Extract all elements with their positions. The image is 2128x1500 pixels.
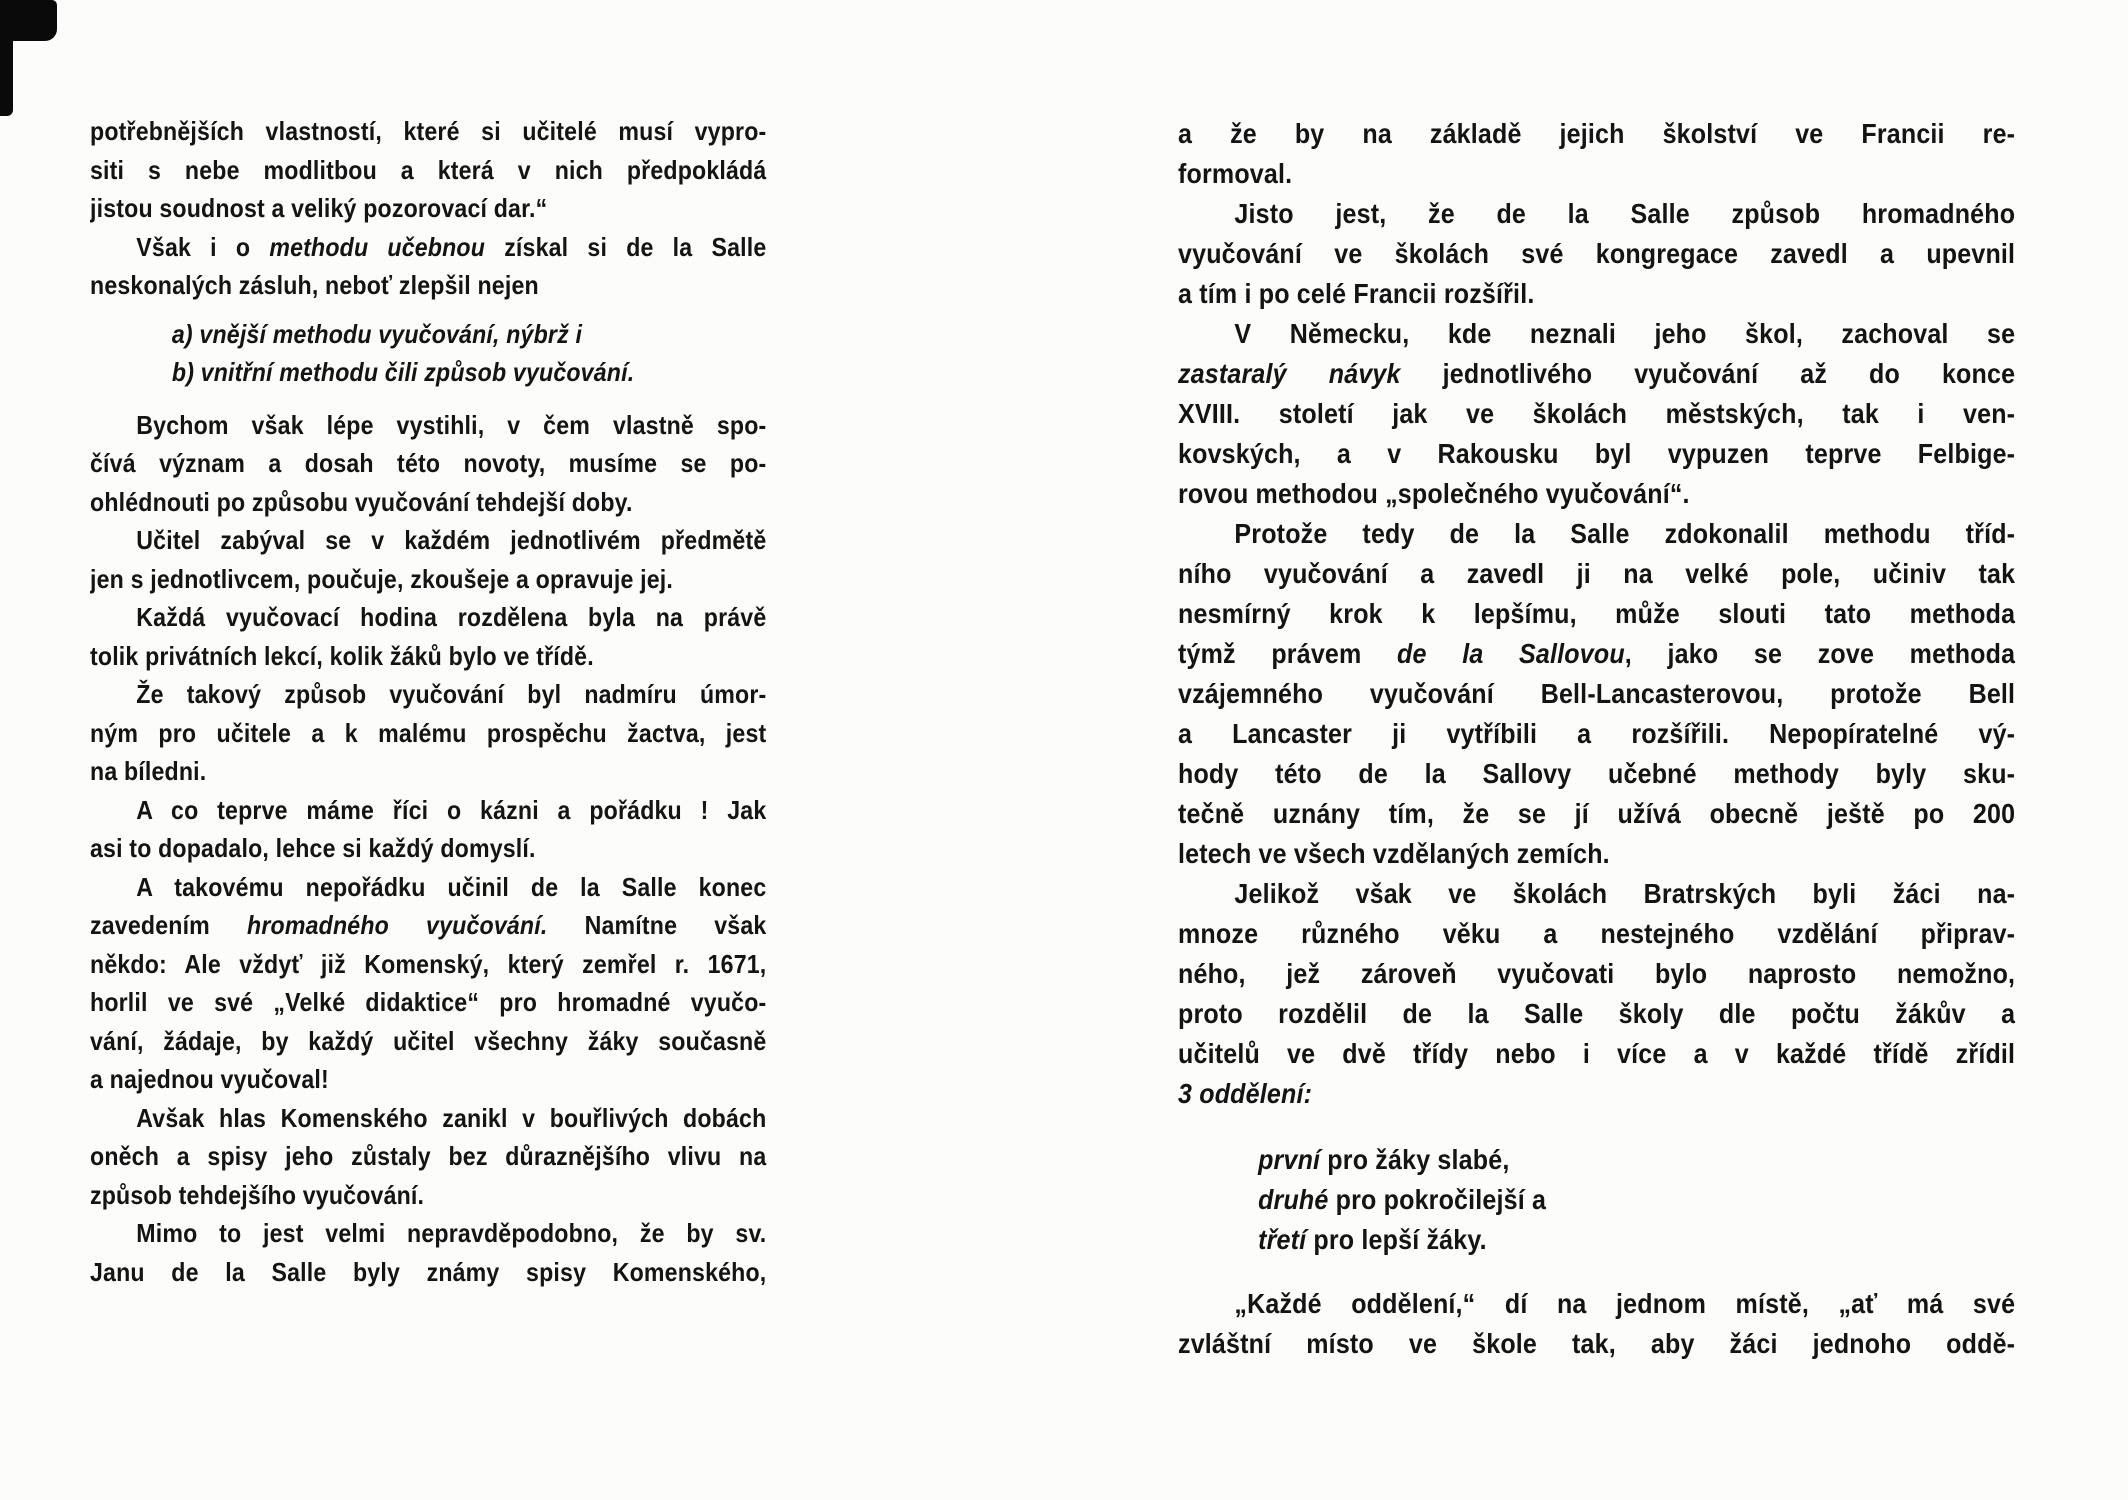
text-run: Že takový způsob vyučování byl nadmíru úmor- bbox=[136, 679, 767, 709]
text-line bbox=[90, 1137, 766, 1176]
text-line bbox=[90, 560, 766, 599]
text-run: získal si de la Salle bbox=[485, 231, 767, 262]
text-run: asi to dopadalo, lehce si každý domyslí. bbox=[90, 833, 536, 863]
italic-text-run: první bbox=[1258, 1144, 1321, 1175]
text-run: Janu de la Salle byly známy spisy Komenského, bbox=[90, 1256, 767, 1287]
text-line bbox=[90, 752, 766, 791]
body-paragraph bbox=[1178, 874, 2015, 1114]
text-run: mnoze různého věku a nestejného vzdělání připrav- bbox=[1178, 918, 2016, 949]
italic-text-run: a) vnější methodu vyučování, nýbrž i bbox=[171, 318, 583, 349]
text-line bbox=[90, 791, 766, 830]
text-line bbox=[90, 1176, 766, 1215]
text-run: ohlédnouti po způsobu vyučování tehdejší doby. bbox=[90, 486, 633, 517]
text-line bbox=[90, 906, 766, 945]
text-run: XVIII. století jak ve školách městských, tak i ven- bbox=[1178, 398, 2016, 429]
text-run: jen s jednotlivcem, poučuje, zkoušeje a opravuje jej. bbox=[90, 563, 673, 594]
text-line bbox=[1178, 1140, 2015, 1180]
text-run: tolik privátních lekcí, kolik žáků bylo ve třídě. bbox=[90, 640, 594, 671]
text-line bbox=[1178, 154, 2015, 194]
text-run: Mimo to jest velmi nepravděpodobno, že by sv. bbox=[136, 1218, 767, 1248]
text-run: jednotlivého vyučování až do konce bbox=[1400, 358, 2016, 389]
right-page-column bbox=[1178, 114, 2015, 1364]
text-run: A takovému nepořádku učinil de la Salle konec bbox=[136, 871, 767, 902]
text-line bbox=[1178, 1034, 2015, 1074]
text-line bbox=[1178, 114, 2015, 154]
text-line bbox=[1178, 1220, 2015, 1260]
text-run: Bychom však lépe vystihli, v čem vlastně spo- bbox=[136, 409, 767, 440]
text-run: Jelikož však ve školách Bratrských byli žáci na- bbox=[1234, 878, 2016, 909]
body-paragraph bbox=[1178, 1284, 2015, 1364]
italic-text-run: druhé bbox=[1258, 1184, 1329, 1215]
text-run: Každá vyučovací hodina rozdělena byla na právě bbox=[136, 602, 767, 632]
text-run: neskonalých zásluh, neboť zlepšil nejen bbox=[90, 270, 539, 300]
text-run: Avšak hlas Komenského zanikl v bouřlivých dobách bbox=[136, 1102, 767, 1133]
text-run: a tím i po celé Francii rozšířil. bbox=[1178, 278, 1535, 309]
body-paragraph bbox=[90, 406, 766, 522]
text-run: Jisto jest, že de la Salle způsob hromadného bbox=[1234, 198, 2016, 229]
text-line bbox=[90, 868, 766, 907]
page-right bbox=[1178, 114, 2098, 1364]
text-run: siti s nebe modlitbou a která v nich předpokládá bbox=[90, 154, 767, 185]
text-line bbox=[90, 521, 766, 560]
text-run: formoval. bbox=[1178, 158, 1293, 189]
list-paragraph bbox=[90, 315, 766, 392]
text-line bbox=[1178, 634, 2015, 674]
text-run: hody této de la Sallovy učebné methody byly sku- bbox=[1178, 758, 2016, 789]
text-run: Namítne však bbox=[547, 910, 767, 940]
text-run: V Německu, kde neznali jeho škol, zachoval se bbox=[1234, 318, 2016, 349]
text-run: na bíledni. bbox=[90, 756, 207, 786]
text-line bbox=[1178, 914, 2015, 954]
text-run: týmž právem bbox=[1178, 638, 1398, 669]
list-paragraph bbox=[1178, 1140, 2015, 1260]
text-line bbox=[90, 1060, 766, 1099]
text-line bbox=[90, 266, 766, 305]
text-line bbox=[1178, 434, 2015, 474]
text-run: a najednou vyučoval! bbox=[90, 1064, 329, 1094]
italic-text-run: třetí bbox=[1258, 1224, 1307, 1255]
italic-text-run: de la Sallovou bbox=[1397, 638, 1625, 669]
text-run: pro lepší žáky. bbox=[1306, 1224, 1487, 1255]
body-paragraph bbox=[90, 521, 766, 598]
text-run: pro pokročilejší a bbox=[1328, 1184, 1547, 1215]
text-line bbox=[1178, 594, 2015, 634]
text-run: potřebnějších vlastností, které si učitelé musí vypro- bbox=[90, 116, 767, 146]
text-run: zvláštní místo ve škole tak, aby žáci jednoho oddě- bbox=[1178, 1328, 2016, 1359]
body-paragraph bbox=[1178, 194, 2015, 314]
text-run: ního vyučování a zavedl ji na velké pole, učiniv tak bbox=[1178, 558, 2016, 589]
italic-text-run: hromadného vyučování. bbox=[247, 910, 548, 940]
body-paragraph bbox=[90, 675, 766, 791]
italic-text-run: methodu učebnou bbox=[269, 231, 486, 262]
text-line bbox=[90, 945, 766, 984]
text-run: způsob tehdejšího vyučování. bbox=[90, 1179, 425, 1210]
italic-text-run: b) vnitřní methodu čili způsob vyučování. bbox=[171, 357, 635, 387]
text-line bbox=[90, 315, 766, 354]
text-line bbox=[1178, 1284, 2015, 1324]
text-line bbox=[90, 829, 766, 868]
text-line bbox=[90, 598, 766, 637]
body-paragraph bbox=[90, 868, 766, 1099]
body-paragraph bbox=[90, 228, 766, 305]
body-paragraph bbox=[90, 1099, 766, 1215]
page-left bbox=[90, 112, 850, 1291]
text-line bbox=[1178, 354, 2015, 394]
body-paragraph bbox=[90, 598, 766, 675]
text-run: a že by na základě jejich školství ve Francii re- bbox=[1178, 118, 2016, 149]
text-line bbox=[1178, 674, 2015, 714]
text-run: učitelů ve dvě třídy nebo i více a v každé třídě zřídil bbox=[1178, 1038, 2016, 1069]
text-run: vzájemného vyučování Bell-Lancasterovou, protože Bell bbox=[1178, 678, 2016, 709]
text-run: , jako se zove methoda bbox=[1624, 638, 2016, 669]
text-run: Protože tedy de la Salle zdokonalil methodu tříd- bbox=[1234, 518, 2016, 549]
text-run: A co teprve máme říci o kázni a pořádku ! Jak bbox=[136, 794, 767, 825]
text-line bbox=[1178, 1324, 2015, 1364]
text-line bbox=[90, 444, 766, 483]
text-line bbox=[1178, 554, 2015, 594]
text-line bbox=[1178, 314, 2015, 354]
text-run: Učitel zabýval se v každém jednotlivém předmětě bbox=[136, 525, 767, 555]
text-line bbox=[90, 1099, 766, 1138]
text-line bbox=[1178, 234, 2015, 274]
text-line bbox=[1178, 874, 2015, 914]
text-run: rovou methodou „společného vyučování“. bbox=[1178, 478, 1690, 509]
text-line bbox=[90, 675, 766, 714]
text-line bbox=[1178, 194, 2015, 234]
text-line bbox=[90, 483, 766, 522]
text-line bbox=[90, 228, 766, 267]
text-run: letech ve všech vzdělaných zemích. bbox=[1178, 838, 1610, 869]
text-line bbox=[1178, 274, 2015, 314]
text-line bbox=[90, 714, 766, 753]
text-line bbox=[1178, 394, 2015, 434]
text-line bbox=[90, 1022, 766, 1061]
text-line bbox=[90, 353, 766, 392]
scan-artifact-edge bbox=[0, 34, 13, 116]
text-run: vyučování ve školách své kongregace zavedl a upevnil bbox=[1178, 238, 2016, 269]
text-run: ným pro učitele a k malému prospěchu žactva, jest bbox=[90, 717, 767, 748]
italic-text-run: 3 oddělení: bbox=[1178, 1078, 1313, 1109]
text-run: kovských, a v Rakousku byl vypuzen teprve Felbige- bbox=[1178, 438, 2016, 469]
text-line bbox=[1178, 514, 2015, 554]
body-paragraph bbox=[90, 791, 766, 868]
text-run: zavedením bbox=[90, 910, 248, 940]
body-paragraph bbox=[90, 1214, 766, 1291]
text-run: horlil ve své „Velké didaktice“ pro hromadné vyučo- bbox=[90, 987, 767, 1017]
text-line bbox=[1178, 1074, 2015, 1114]
text-line bbox=[90, 189, 766, 228]
text-line bbox=[1178, 794, 2015, 834]
italic-text-run: zastaralý návyk bbox=[1178, 358, 1401, 389]
text-line bbox=[90, 637, 766, 676]
text-line bbox=[1178, 474, 2015, 514]
text-line bbox=[1178, 954, 2015, 994]
text-line bbox=[90, 151, 766, 190]
text-run: čívá význam a dosah této novoty, musíme se po- bbox=[90, 448, 767, 478]
text-line bbox=[1178, 714, 2015, 754]
text-run: Však i o bbox=[136, 231, 270, 262]
text-line bbox=[90, 406, 766, 445]
text-line bbox=[90, 112, 766, 151]
text-run: někdo: Ale vždyť již Komenský, který zemřel r. 1671, bbox=[90, 948, 767, 979]
text-line bbox=[90, 1214, 766, 1253]
text-run: tečně uznány tím, že se jí užívá obecně ještě po 200 bbox=[1178, 798, 2016, 829]
text-line bbox=[1178, 754, 2015, 794]
text-line bbox=[1178, 834, 2015, 874]
left-page-column bbox=[90, 112, 766, 1291]
text-run: pro žáky slabé, bbox=[1320, 1144, 1510, 1175]
text-run: vání, žádaje, by každý učitel všechny žáky současně bbox=[90, 1025, 767, 1056]
body-paragraph bbox=[90, 112, 766, 228]
text-run: jistou soudnost a veliký pozorovací dar.“ bbox=[90, 193, 548, 223]
text-line bbox=[1178, 994, 2015, 1034]
body-paragraph bbox=[1178, 114, 2015, 194]
text-line bbox=[90, 983, 766, 1022]
body-paragraph bbox=[1178, 514, 2015, 874]
text-run: ného, jež zároveň vyučovati bylo naprosto nemožno, bbox=[1178, 958, 2016, 989]
text-run: nesmírný krok k lepšímu, může slouti tato methoda bbox=[1178, 598, 2016, 629]
text-run: proto rozdělil de la Salle školy dle počtu žákův a bbox=[1178, 998, 2016, 1029]
text-run: a Lancaster ji vytříbili a rozšířili. Nepopíratelné vý- bbox=[1178, 718, 2016, 749]
text-line bbox=[90, 1253, 766, 1292]
text-line bbox=[1178, 1180, 2015, 1220]
text-run: oněch a spisy jeho zůstaly bez důraznějšího vlivu na bbox=[90, 1141, 767, 1171]
body-paragraph bbox=[1178, 314, 2015, 514]
text-run: „Každé oddělení,“ dí na jednom místě, „ať má své bbox=[1234, 1288, 2016, 1319]
